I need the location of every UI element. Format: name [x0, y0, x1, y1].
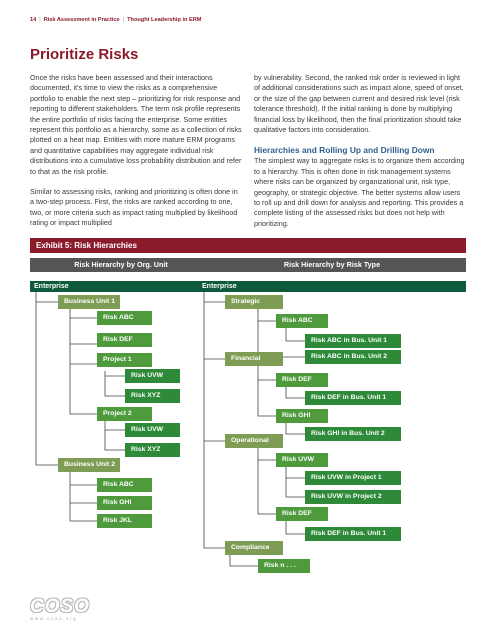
- right-node-strategic: Strategic: [225, 295, 283, 309]
- coso-logo: COSO: [30, 596, 90, 617]
- right-node-risk-uvw: Risk UVW: [276, 453, 328, 467]
- paragraph: The simplest way to aggregate risks is to organize them according to a hierarchy. This is often done in risk management systems where risks can be organized by organizational unit, risk type, geography, or strategic objective. The better systems allow users to roll up and drill down for analysis and reporting. This provides a complete listing of the assessed risks but does not help with prioritizing.: [254, 156, 465, 228]
- left-node-project-1: Project 1: [97, 353, 152, 367]
- doc-title: Risk Assessment in Practice: [43, 17, 120, 23]
- paragraph: Once the risks have been assessed and their interactions documented, it's time to view the risks as a comprehensive portfolio to enable the next step – prioritizing for risk response and reporting to different stakeholders. The term risk profile represents the entire portfolio of risks facing the enterprise. Some entities represent this portfolio as a hierarchy, some as a collection of risks plotted on a heat map. Entities with more mature ERM programs and quantitative capabilities may aggregate individual risk distributions into a cumulative loss probability distribution and refer to that as the risk profile.: [30, 73, 242, 176]
- left-node-risk-uvw: Risk UVW: [125, 423, 180, 437]
- right-node-risk-uvw-project-1: Risk UVW in Project 1: [305, 471, 401, 485]
- footer: [30, 596, 90, 621]
- right-node-risk-ghi: Risk GHI: [276, 409, 328, 423]
- right-node-operational: Operational: [225, 434, 283, 448]
- left-node-risk-def: Risk DEF: [97, 333, 152, 347]
- right-node-financial: Financial: [225, 352, 283, 366]
- right-node-risk-def-bu1: Risk DEF in Bus. Unit 1: [305, 527, 401, 541]
- left-node-risk-xyz: Risk XYZ: [125, 389, 180, 403]
- right-node-risk-abc-bu2: Risk ABC in Bus. Unit 2: [305, 350, 401, 364]
- right-node-risk-uvw-project-2: Risk UVW in Project 2: [305, 490, 401, 504]
- left-node-risk-ghi: Risk GHI: [97, 496, 152, 510]
- left-node-project-2: Project 2: [97, 407, 152, 421]
- right-hierarchy-header: Risk Hierarchy by Risk Type: [198, 258, 466, 272]
- left-node-risk-jkl: Risk JKL: [97, 514, 152, 528]
- right-node-risk-def: Risk DEF: [276, 373, 328, 387]
- left-hierarchy-header: Risk Hierarchy by Org. Unit: [30, 258, 212, 272]
- left-enterprise-root: Enterprise: [30, 281, 206, 292]
- left-node-business-unit-2: Business Unit 2: [58, 458, 120, 472]
- left-node-risk-abc: Risk ABC: [97, 311, 152, 325]
- left-node-risk-xyz: Risk XYZ: [125, 443, 180, 457]
- paragraph: by vulnerability. Second, the ranked risk order is reviewed in light of additional considerations such as impact alone, speed of onset, or the size of the gap between current and desired risk level (risk tolerance threshold). If the initial ranking is done by multiplying financial loss by likelihood, then the final prioritization should take qualitative factors into consideration.: [254, 73, 464, 135]
- left-node-business-unit-1: Business Unit 1: [58, 295, 120, 309]
- right-enterprise-root: Enterprise: [198, 281, 466, 292]
- section-title: Prioritize Risks: [30, 46, 139, 63]
- right-node-compliance: Compliance: [225, 541, 283, 555]
- exhibit-title: Exhibit 5: Risk Hierarchies: [36, 241, 137, 250]
- right-node-risk-ghi-bu2: Risk GHI in Bus. Unit 2: [305, 427, 401, 441]
- left-node-risk-uvw: Risk UVW: [125, 369, 180, 383]
- right-node-risk-abc-bu1: Risk ABC in Bus. Unit 1: [305, 334, 401, 348]
- right-node-risk-def-bu1: Risk DEF in Bus. Unit 1: [305, 391, 401, 405]
- running-header: 14 | Risk Assessment in Practice | Thought Leadership in ERM: [30, 17, 202, 23]
- paragraph: Similar to assessing risks, ranking and prioritizing is often done in a two-step process. First, the risks are ranked according to one, two, or more criteria such as impact rating multiplied by likelihood rating or impact multiplied: [30, 187, 238, 228]
- right-node-risk-n: Risk n . . .: [258, 559, 310, 573]
- subheading: Hierarchies and Rolling Up and Drilling Down: [254, 145, 435, 156]
- right-node-risk-abc: Risk ABC: [276, 314, 328, 328]
- page-number: 14: [30, 17, 37, 23]
- right-node-risk-def: Risk DEF: [276, 507, 328, 521]
- left-node-risk-abc: Risk ABC: [97, 478, 152, 492]
- website-url: www.coso.org: [30, 616, 78, 621]
- series-title: Thought Leadership in ERM: [127, 17, 202, 23]
